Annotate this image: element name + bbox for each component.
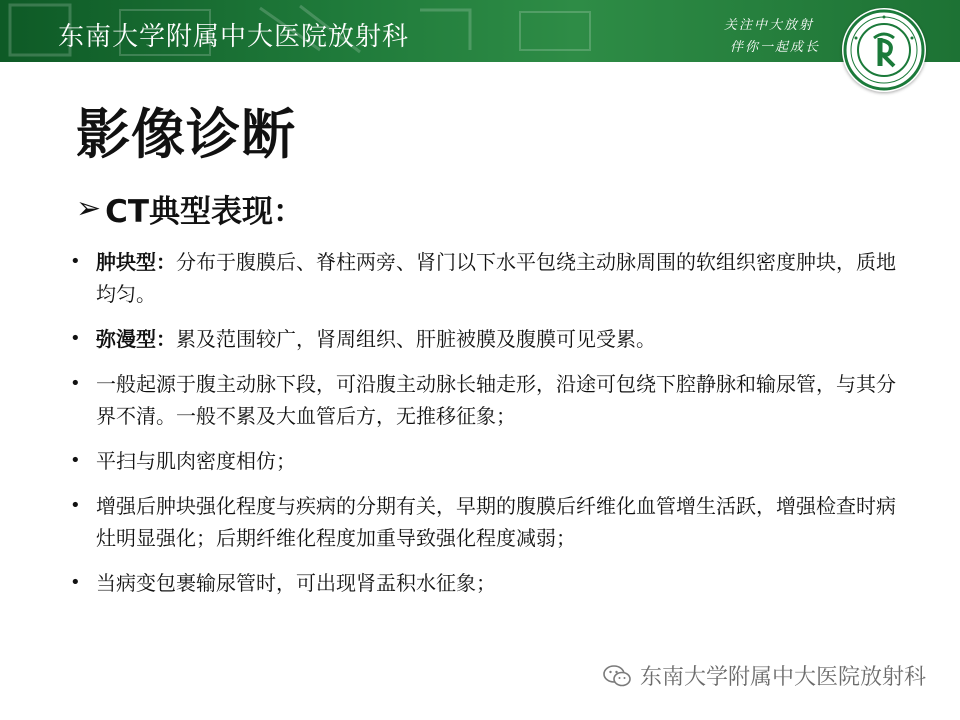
bullet-dot: • xyxy=(70,495,81,516)
bullet-label: 肿块型： xyxy=(96,250,176,274)
list-item xyxy=(70,323,910,355)
bullet-text: 一般起源于腹主动脉下段，可沿腹主动脉长轴走形，沿途可包绕下腔静脉和输尿管，与其分界不清。一般不累及大血管后方，无推移征象； xyxy=(96,372,896,428)
bullet-dot: • xyxy=(70,251,81,272)
bullet-text: 平扫与肌肉密度相仿； xyxy=(96,449,296,473)
bullet-dot: • xyxy=(70,450,81,471)
bullet-text: 当病变包裹输尿管时，可出现肾盂积水征象； xyxy=(96,571,496,595)
list-item xyxy=(70,490,910,554)
subtitle-row xyxy=(76,186,304,231)
motto-line-1: 关注中大放射 xyxy=(723,18,814,33)
list-item xyxy=(70,445,910,477)
bullet-text: 增强后肿块强化程度与疾病的分期有关，早期的腹膜后纤维化血管增生活跃，增强检查时病灶明显强化；后期纤维化程度加重导致强化程度减弱； xyxy=(96,494,896,550)
wechat-watermark xyxy=(602,660,926,691)
bullet-label: 弥漫型： xyxy=(96,327,176,351)
header-title: 东南大学附属中大医院放射科 xyxy=(58,22,410,52)
bullet-text: 累及范围较广，肾周组织、肝脏被膜及腹膜可见受累。 xyxy=(176,327,656,351)
list-item xyxy=(70,368,910,432)
bullet-dot: • xyxy=(70,572,81,593)
list-item xyxy=(70,246,910,310)
logo-emblem-icon xyxy=(842,8,926,92)
wechat-icon xyxy=(602,663,632,689)
bullet-dot: • xyxy=(70,328,81,349)
bullet-list xyxy=(70,246,910,612)
watermark-text: 东南大学附属中大医院放射科 xyxy=(639,665,926,690)
header-banner xyxy=(0,0,960,62)
section-subtitle: CT典型表现： xyxy=(105,194,305,230)
hospital-logo xyxy=(842,8,926,92)
bullet-text: 分布于腹膜后、脊柱两旁、肾门以下水平包绕主动脉周围的软组织密度肿块，质地均匀。 xyxy=(96,250,896,306)
slide-title: 影像诊断 xyxy=(76,103,296,166)
arrow-bullet-icon: ➢ xyxy=(76,191,102,226)
list-item xyxy=(70,567,910,599)
motto-line-2: 伴你一起成长 xyxy=(729,40,820,55)
bullet-dot: • xyxy=(70,373,81,394)
